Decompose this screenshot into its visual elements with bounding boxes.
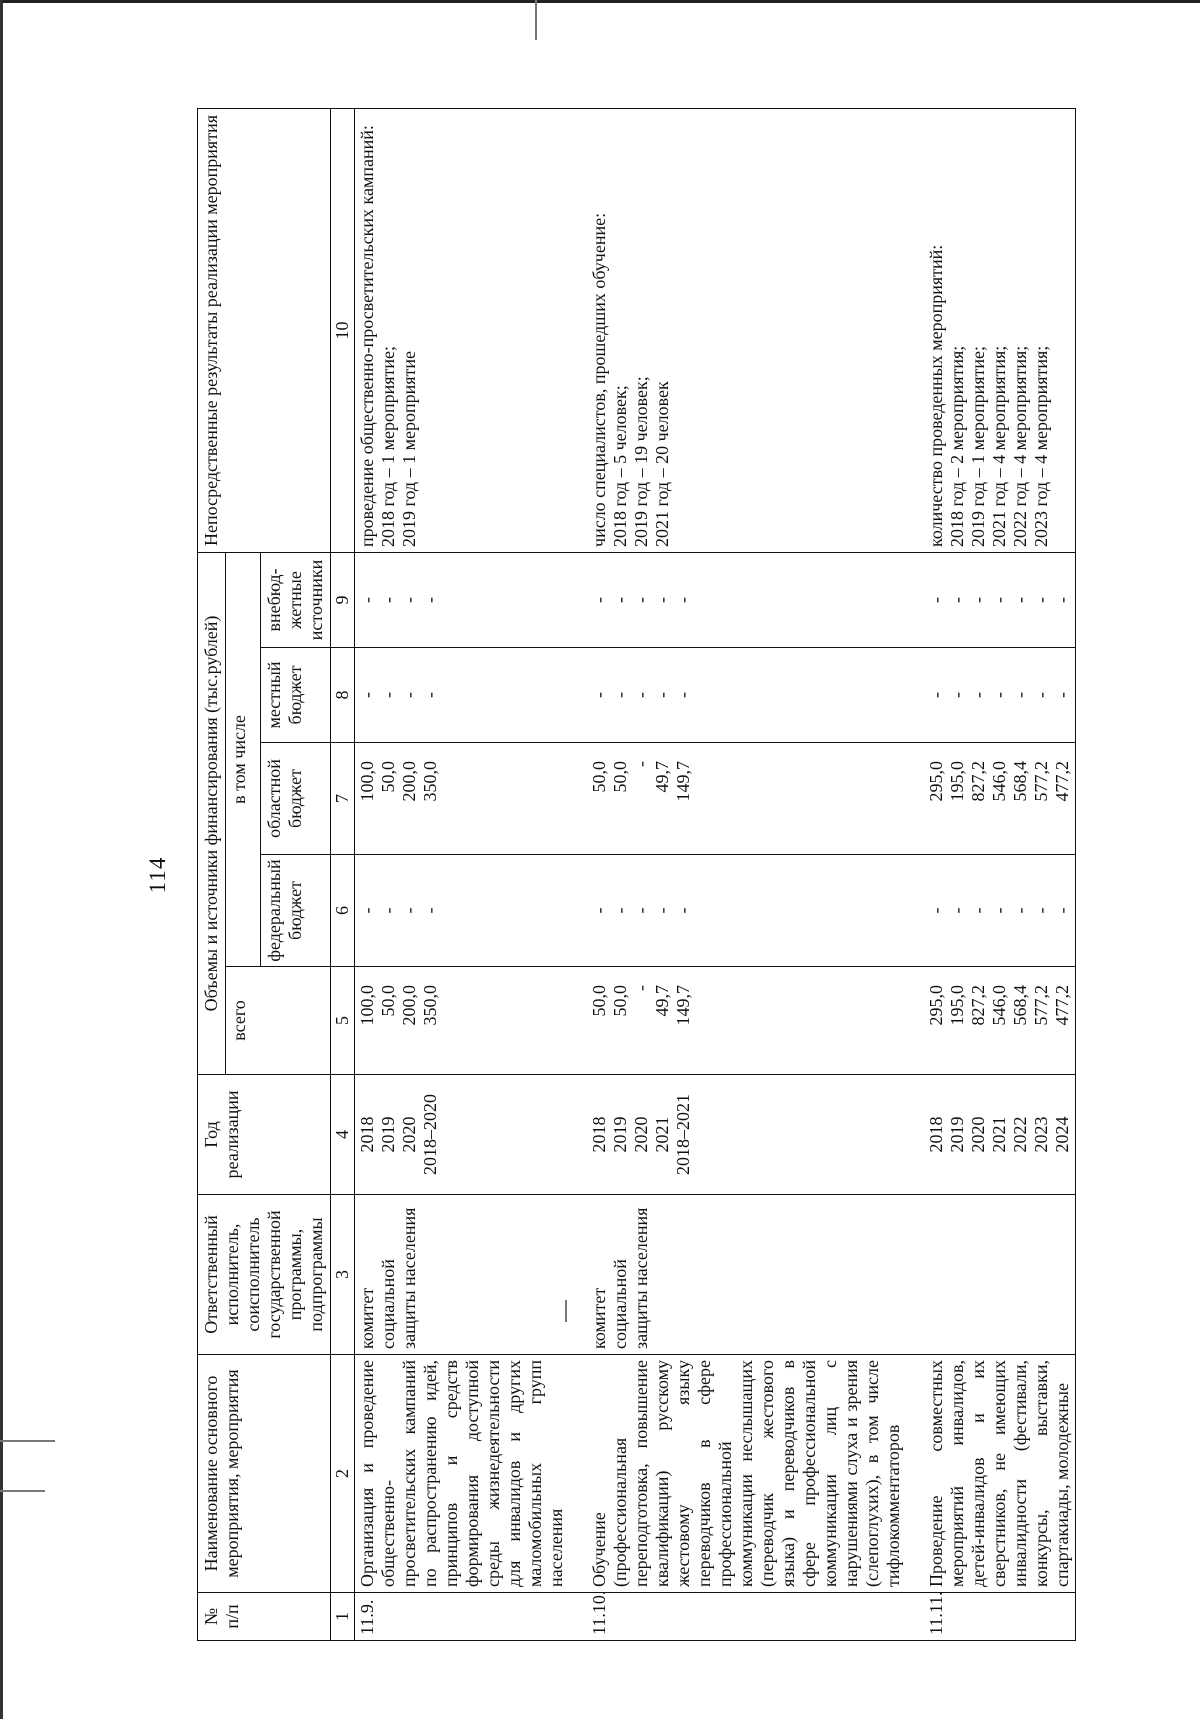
row-number: 11.11. (924, 1593, 1076, 1641)
scan-edge-top (0, 0, 1200, 3)
column-number: 7 (331, 743, 355, 855)
row-federal: - - - - - (587, 855, 906, 967)
scan-speck (535, 0, 537, 40)
row-spacer (906, 108, 924, 1640)
row-federal: - - - - (355, 855, 570, 967)
row-years: 2018 2019 2020 2021 2018–2021 (587, 1075, 906, 1195)
scan-speck (0, 1440, 55, 1442)
row-results: число специалистов, прошедших обучение: 2018 год – 5 человек; 2019 год – 19 человек; 2021 год – 20 человек (587, 108, 906, 552)
header-local: местный бюджет (261, 648, 331, 743)
header-event-name: Наименование основного мероприятия, мероприятия (198, 1355, 331, 1593)
header-executor: Ответственный исполнитель, соисполнитель государственной программы, подпрограммы (198, 1195, 331, 1355)
column-number: 3 (331, 1195, 355, 1355)
header-federal: федеральный бюджет (261, 855, 331, 967)
row-results: проведение общественно-просветительских кампаний: 2018 год – 1 мероприятие; 2019 год – 1 мероприятие (355, 108, 570, 552)
row-number: 11.10. (587, 1593, 906, 1641)
column-number: 9 (331, 552, 355, 647)
header-extrabudget: внебюд- жетные источники (261, 552, 331, 647)
table-row (587, 108, 906, 1640)
header-results: Непосредственные результаты реализации мероприятия (198, 108, 331, 552)
row-regional: 100,0 50,0 200,0 350,0 (355, 743, 570, 855)
column-number: 4 (331, 1075, 355, 1195)
row-total: 295,0 195,0 827,2 546,0 568,4 577,2 477,2 (924, 967, 1076, 1075)
row-extrabudget: - - - - (355, 552, 570, 647)
scan-speck (0, 1490, 45, 1492)
header-number: № п/п (198, 1593, 331, 1641)
row-regional: 295,0 195,0 827,2 546,0 568,4 577,2 477,2 (924, 743, 1076, 855)
table-row (355, 108, 570, 1640)
header-row-1 (198, 108, 226, 1640)
row-executor: комитет социальной защиты населения (587, 1195, 906, 1355)
header-regional: областной бюджет (261, 743, 331, 855)
row-local: - - - - - - - (924, 648, 1076, 743)
row-executor: комитет социальной защиты населения (355, 1195, 570, 1355)
row-extrabudget: - - - - - - - (924, 552, 1076, 647)
column-number: 6 (331, 855, 355, 967)
row-results: количество проведенных мероприятий: 2018 год – 2 мероприятия; 2019 год – 1 мероприятие; 2021 год – 4 мероприятия; 2022 год – 4 мероприятия; 2023 год – 4 мероприятия; (924, 108, 1076, 552)
column-number: 8 (331, 648, 355, 743)
header-year: Год реализации (198, 1075, 331, 1195)
row-executor (924, 1195, 1076, 1355)
header-funding: Объемы и источники финансирования (тыс.рублей) (198, 552, 226, 1074)
page-number: 114 (145, 856, 170, 894)
row-total: 100,0 50,0 200,0 350,0 (355, 967, 570, 1075)
table-row (924, 108, 1076, 1640)
row-event-name: Обучение (профессиональная переподготовка, повышение квалификации) русскому жестовому языку переводчиков в сфере профессиональной коммуникации неслышащих (переводчик жестового языка) и переводчиков в сфере профессиональной коммуникации лиц с нарушениями слуха и зрения (слепоглухих), в том числе тифлокомментаторов (587, 1355, 906, 1593)
row-local: - - - - - (587, 648, 906, 743)
row-local: - - - - (355, 648, 570, 743)
column-number: 1 (331, 1593, 355, 1641)
row-spacer (569, 108, 587, 1640)
row-extrabudget: - - - - - (587, 552, 906, 647)
row-federal: - - - - - - - (924, 855, 1076, 967)
row-event-name: Организация и проведение общественно-просветительских кампаний по распространению идей, принципов и средств формирования доступной среды жизнедеятельности для инвалидов и других маломобильных групп населения (355, 1355, 570, 1593)
column-number: 2 (331, 1355, 355, 1593)
row-total: 50,0 50,0 - 49,7 149,7 (587, 967, 906, 1075)
column-number: 10 (331, 108, 355, 552)
scan-edge-left (0, 0, 3, 1719)
row-regional: 50,0 50,0 - 49,7 149,7 (587, 743, 906, 855)
row-number: 11.9. (355, 1593, 570, 1641)
header-total: всего (226, 967, 331, 1075)
program-table (197, 108, 1076, 1641)
header-including: в том числе (226, 552, 261, 966)
row-years: 2018 2019 2020 2021 2022 2023 2024 (924, 1075, 1076, 1195)
row-years: 2018 2019 2020 2018–2020 (355, 1075, 570, 1195)
rotated-page (145, 105, 1075, 1645)
column-number: 5 (331, 967, 355, 1075)
row-event-name: Проведение совместных мероприятий инвалидов, детей-инвалидов и их сверстников, не имеющих инвалидности (фестивали, конкурсы, выставки, спартакиады, молодежные (924, 1355, 1076, 1593)
column-number-row (331, 108, 355, 1640)
